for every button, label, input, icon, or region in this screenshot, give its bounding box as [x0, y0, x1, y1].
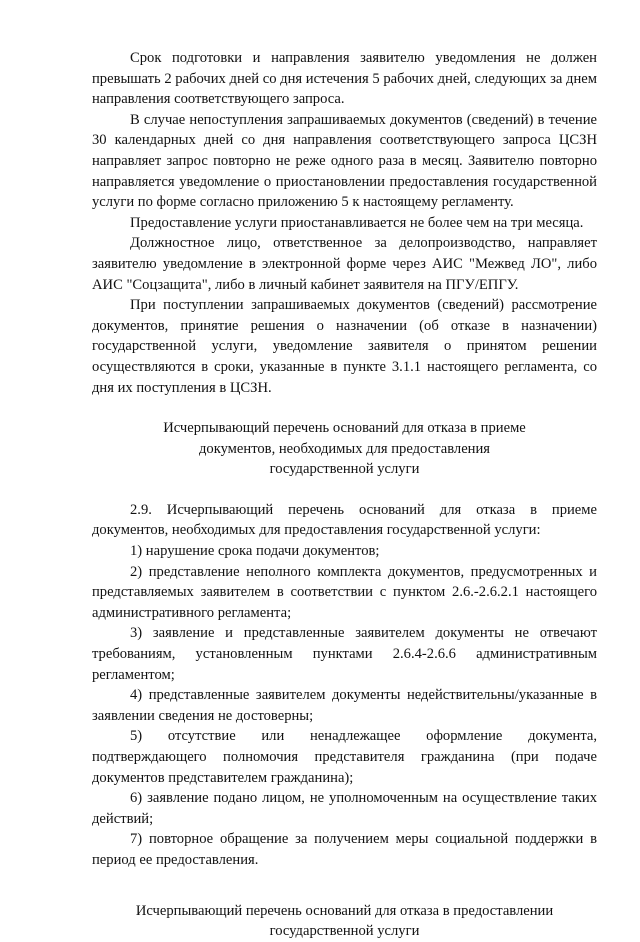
list-item-1: 1) нарушение срока подачи документов; [130, 543, 380, 560]
list-item-6: 6) заявление подано лицом, не уполномоченным на осуществление таких действий; [92, 790, 597, 827]
section-heading-refusal-service [92, 901, 597, 942]
heading-line: Исчерпывающий перечень оснований для отказа в приеме [163, 420, 526, 437]
list-item-5: 5) отсутствие или ненадлежащее оформление документа, подтверждающего полномочия представителя гражданина (при подаче документов представителем гражданина); [92, 728, 597, 786]
paragraph-repeat-request: В случае непоступления запрашиваемых документов (сведений) в течение 30 календарных дней со дня направления соответствующего запроса ЦСЗН направляет запрос повторно не реже одного раза в месяц. Заявителю повторно направляется уведомление о приостановлении предоставления государственной услуги по форме согласно приложению 5 к настоящему регламенту. [92, 111, 597, 211]
section-heading-refusal-acceptance [92, 418, 597, 480]
list-item-2: 2) представление неполного комплекта документов, предусмотренных и представляемых заявителем в соответствии с пунктом 2.6.-2.6.2.1 настоящего административного регламента; [92, 563, 597, 621]
heading-line: Исчерпывающий перечень оснований для отказа в предоставлении [135, 902, 554, 919]
heading-line: государственной услуги [269, 461, 420, 478]
paragraph-electronic-notification: Должностное лицо, ответственное за делопроизводство, направляет заявителю уведомление в электронной форме через АИС "Межвед ЛО", либо АИС "Соцзащита", либо в личный кабинет заявителя на ПГУ/ЕПГУ. [92, 235, 597, 293]
list-item-7: 7) повторное обращение за получением меры социальной поддержки в период ее предоставления. [92, 831, 597, 868]
list-item-3: 3) заявление и представленные заявителем документы не отвечают требованиям, установленным пунктами 2.6.4-2.6.6 административным регламентом; [92, 625, 597, 683]
document-page [92, 48, 597, 942]
paragraph-suspension-limit: Предоставление услуги приостанавливается не более чем на три месяца. [130, 214, 584, 231]
heading-line: документов, необходимых для предоставления [198, 440, 491, 457]
paragraph-2-9-intro: 2.9. Исчерпывающий перечень оснований для отказа в приеме документов, необходимых для предоставления государственной услуги: [92, 501, 597, 539]
list-item-4: 4) представленные заявителем документы недействительны/указанные в заявлении сведения не достоверны; [92, 687, 597, 724]
heading-line: государственной услуги [269, 923, 420, 940]
paragraph-notification-deadline: Срок подготовки и направления заявителю уведомления не должен превышать 2 рабочих дней со дня истечения 5 рабочих дней, следующих за днем направления соответствующего запроса. [92, 50, 597, 108]
paragraph-documents-received: При поступлении запрашиваемых документов (сведений) рассмотрение документов, принятие решения о назначении (об отказе в назначении) государственной услуги, уведомление заявителя о принятом решении осуществляются в сроки, указанные в пункте 3.1.1 настоящего регламента, со дня их поступления в ЦСЗН. [92, 297, 597, 396]
